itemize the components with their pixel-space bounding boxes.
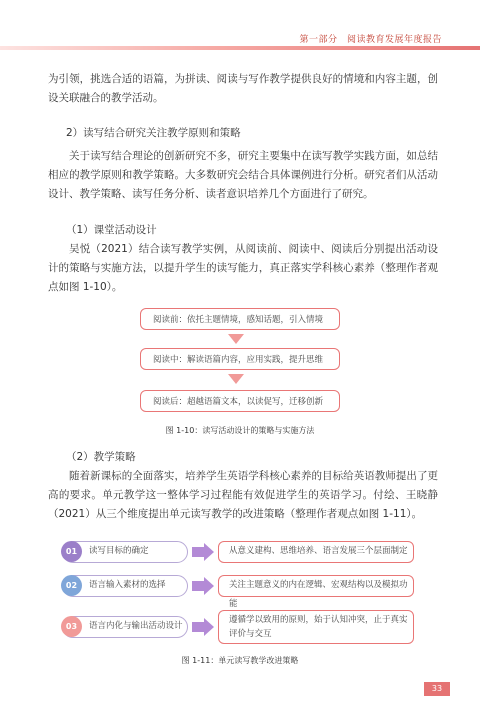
paragraph-section-2: 关于读写结合理论的创新研究不多，研究主要集中在读写教学实践方面，如总结相应的教学原则和教学策略。大多数研究会结合具体课例进行分析。研究者们从活动设计、教学策略、读写任务分析、读者意识培养几个方面进行了研究。 — [48, 150, 438, 200]
strategy-label — [62, 616, 188, 638]
strategy-description: 从意义建构、思维培养、语言发展三个层面制定 — [218, 541, 414, 563]
heading-subsection-1: （1）课堂活动设计 — [66, 224, 157, 236]
number-badge: 01 — [61, 541, 82, 562]
flow-step-after-reading: 阅读后：超越语篇文本，以读促写，迁移创新 — [140, 390, 340, 412]
right-arrow-icon — [192, 543, 214, 561]
number-badge: 02 — [61, 575, 82, 596]
flow-step-during-reading: 阅读中：解读语篇内容，应用实践，提升思维 — [140, 348, 340, 370]
strategy-description: 遵循学以致用的原则，始于认知冲突，止于真实评价与交互 — [218, 610, 414, 644]
strategy-label-text: 语言输入素材的选择 — [89, 580, 166, 590]
page-number: 33 — [424, 682, 450, 696]
page-header-title: 第一部分 阅读教育发展年度报告 — [299, 35, 442, 45]
paragraph-subsection-1: 吴悦（2021）结合读写教学实例，从阅读前、阅读中、阅读后分别提出活动设计的策略与实施方法，以提升学生的读写能力，真正落实学科核心素养（整理作者观点如图 1-10）。 — [48, 243, 438, 293]
paragraph-subsection-2: 随着新课标的全面落实，培养学生英语学科核心素养的目标给英语教师提出了更高的要求。单元教学这一整体学习过程能有效促进学生的英语学习。付绘、王晓静（2021）从三个维度提出单元读写教学的改进策略（整理作者观点如图 1-11）。 — [48, 470, 438, 520]
figure-1-11-caption: 图 1-11：单元读写教学改进策略 — [181, 656, 299, 665]
strategy-label-text: 语言内化与输出活动设计 — [89, 621, 183, 631]
down-arrow-icon — [228, 334, 244, 344]
heading-section-2: 2）读写结合研究关注教学原则和策略 — [66, 127, 241, 139]
strategy-label — [62, 541, 188, 563]
right-arrow-icon — [192, 577, 214, 595]
flow-step-before-reading: 阅读前：依托主题情境，感知话题，引入情境 — [140, 308, 340, 330]
heading-subsection-2: （2）教学策略 — [66, 451, 136, 463]
strategy-label — [62, 575, 188, 597]
strategy-description: 关注主题意义的内在逻辑、宏观结构以及模拟功能 — [218, 575, 414, 597]
paragraph-intro: 为引领，挑选合适的语篇，为拼读、阅读与写作教学提供良好的情境和内容主题，创设关联融合的教学活动。 — [48, 73, 438, 104]
header-bar — [0, 46, 480, 50]
number-badge: 03 — [61, 616, 82, 637]
down-arrow-icon — [228, 374, 244, 384]
right-arrow-icon — [192, 618, 214, 636]
strategy-label-text: 读写目标的确定 — [89, 546, 149, 556]
figure-1-10-caption: 图 1-10：读写活动设计的策略与实施方法 — [165, 426, 315, 435]
